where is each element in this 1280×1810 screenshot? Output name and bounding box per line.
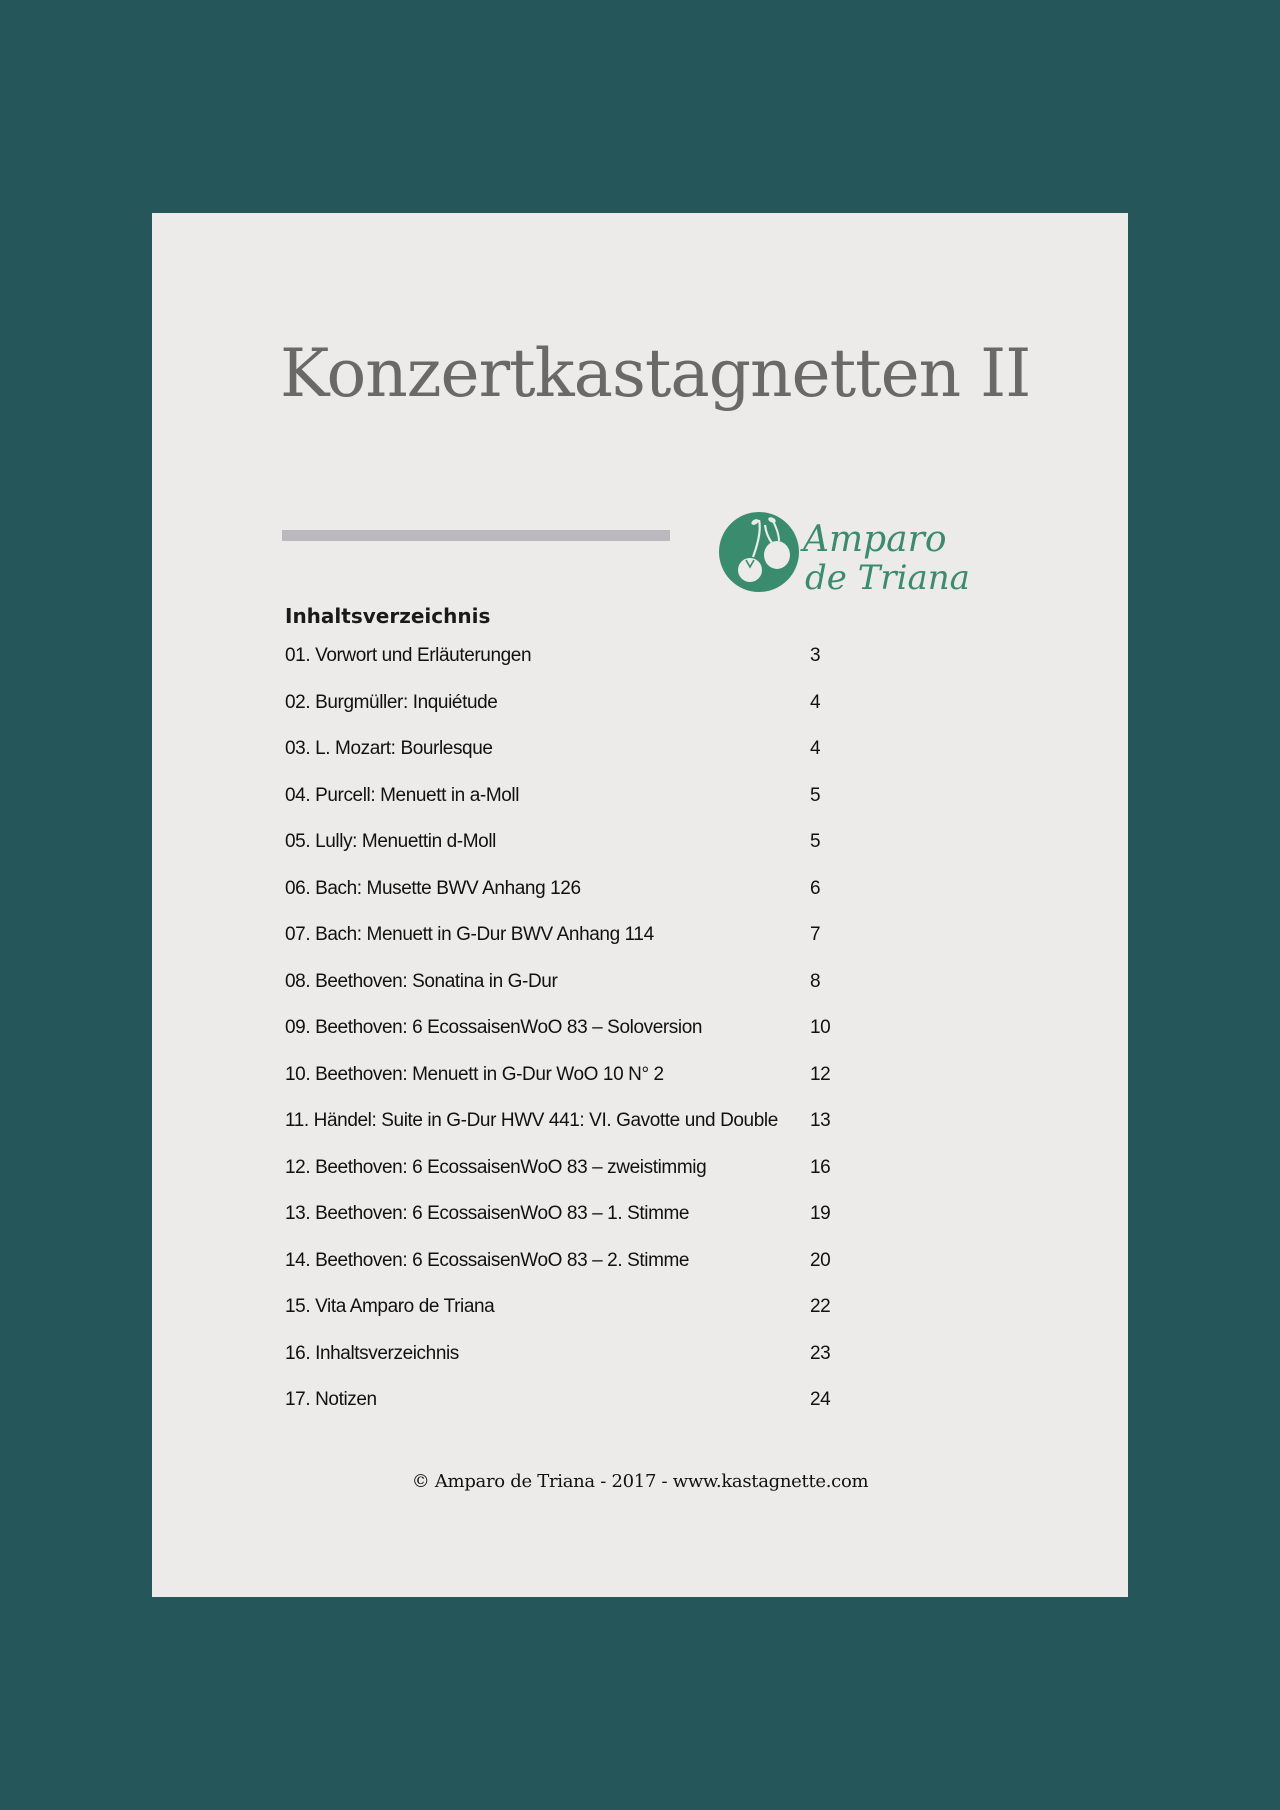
table-of-contents (285, 645, 885, 1436)
toc-entry (285, 645, 885, 692)
toc-entry-page: 3 (810, 645, 821, 666)
toc-entry-page: 20 (810, 1249, 831, 1271)
toc-entry-title: 16. Inhaltsverzeichnis (285, 1342, 459, 1364)
toc-entry-title: 04. Purcell: Menuett in a-Moll (285, 784, 520, 806)
toc-entry-page: 5 (810, 831, 821, 852)
toc-entry (285, 692, 885, 739)
toc-entry-page: 10 (810, 1017, 831, 1038)
toc-entry (285, 924, 885, 971)
toc-entry-page: 8 (810, 970, 821, 992)
logo-text-line1: Amparo (803, 519, 947, 560)
toc-entry-title: 05. Lully: Menuettin d-Moll (285, 831, 496, 852)
copyright-footer: © Amparo de Triana - 2017 - www.kastagnette.com (411, 1471, 869, 1492)
toc-entry-title: 11. Händel: Suite in G-Dur HWV 441: VI. Gavotte und Double (285, 1110, 778, 1131)
toc-entry-title: 15. Vita Amparo de Triana (285, 1296, 495, 1317)
title-divider-bar (282, 530, 670, 541)
toc-entry-page: 16 (810, 1156, 831, 1178)
toc-entry (285, 1250, 885, 1297)
toc-entry-page: 5 (810, 784, 821, 806)
toc-entry (285, 1064, 885, 1111)
toc-entry (285, 738, 885, 785)
toc-entry-title: 02. Burgmüller: Inquiétude (285, 691, 498, 713)
toc-entry-title: 08. Beethoven: Sonatina in G-Dur (285, 970, 558, 992)
toc-entry-title: 10. Beethoven: Menuett in G-Dur WoO 10 N° 2 (285, 1063, 664, 1085)
toc-entry-page: 6 (810, 877, 821, 899)
toc-entry (285, 971, 885, 1018)
toc-entry-page: 24 (810, 1389, 831, 1410)
document-page (152, 213, 1128, 1597)
toc-entry-title: 14. Beethoven: 6 EcossaisenWoO 83 – 2. Stimme (285, 1249, 690, 1271)
toc-entry (285, 1203, 885, 1250)
toc-entry-title: 06. Bach: Musette BWV Anhang 126 (285, 877, 581, 899)
toc-entry-title: 12. Beethoven: 6 EcossaisenWoO 83 – zweistimmig (285, 1156, 707, 1178)
amparo-de-triana-logo (719, 511, 970, 598)
toc-entry-page: 13 (810, 1110, 831, 1131)
toc-entry (285, 1157, 885, 1204)
toc-entry (285, 1343, 885, 1390)
toc-entry-page: 4 (810, 738, 821, 759)
toc-entry-title: 13. Beethoven: 6 EcossaisenWoO 83 – 1. Stimme (285, 1203, 690, 1224)
toc-entry-page: 7 (810, 924, 821, 945)
toc-entry (285, 1296, 885, 1343)
toc-heading: Inhaltsverzeichnis (285, 604, 491, 628)
toc-entry (285, 1110, 885, 1157)
toc-entry-title: 09. Beethoven: 6 EcossaisenWoO 83 – Soloversion (285, 1017, 703, 1038)
toc-entry-title: 01. Vorwort und Erläuterungen (285, 645, 532, 666)
toc-entry-title: 07. Bach: Menuett in G-Dur BWV Anhang 114 (285, 924, 654, 945)
toc-entry (285, 785, 885, 832)
castanets-icon (719, 512, 799, 592)
toc-entry-title: 03. L. Mozart: Bourlesque (285, 738, 493, 759)
toc-entry-page: 19 (810, 1203, 831, 1224)
toc-entry-page: 23 (810, 1342, 831, 1364)
toc-entry-title: 17. Notizen (285, 1389, 377, 1410)
toc-entry (285, 831, 885, 878)
toc-entry (285, 878, 885, 925)
document-title: Konzertkastagnetten II (280, 335, 1031, 412)
toc-entry-page: 4 (810, 691, 821, 713)
toc-entry-page: 22 (810, 1296, 831, 1317)
logo-text-line2: de Triana (805, 558, 970, 598)
toc-entry (285, 1017, 885, 1064)
toc-entry-page: 12 (810, 1063, 831, 1085)
toc-entry (285, 1389, 885, 1436)
